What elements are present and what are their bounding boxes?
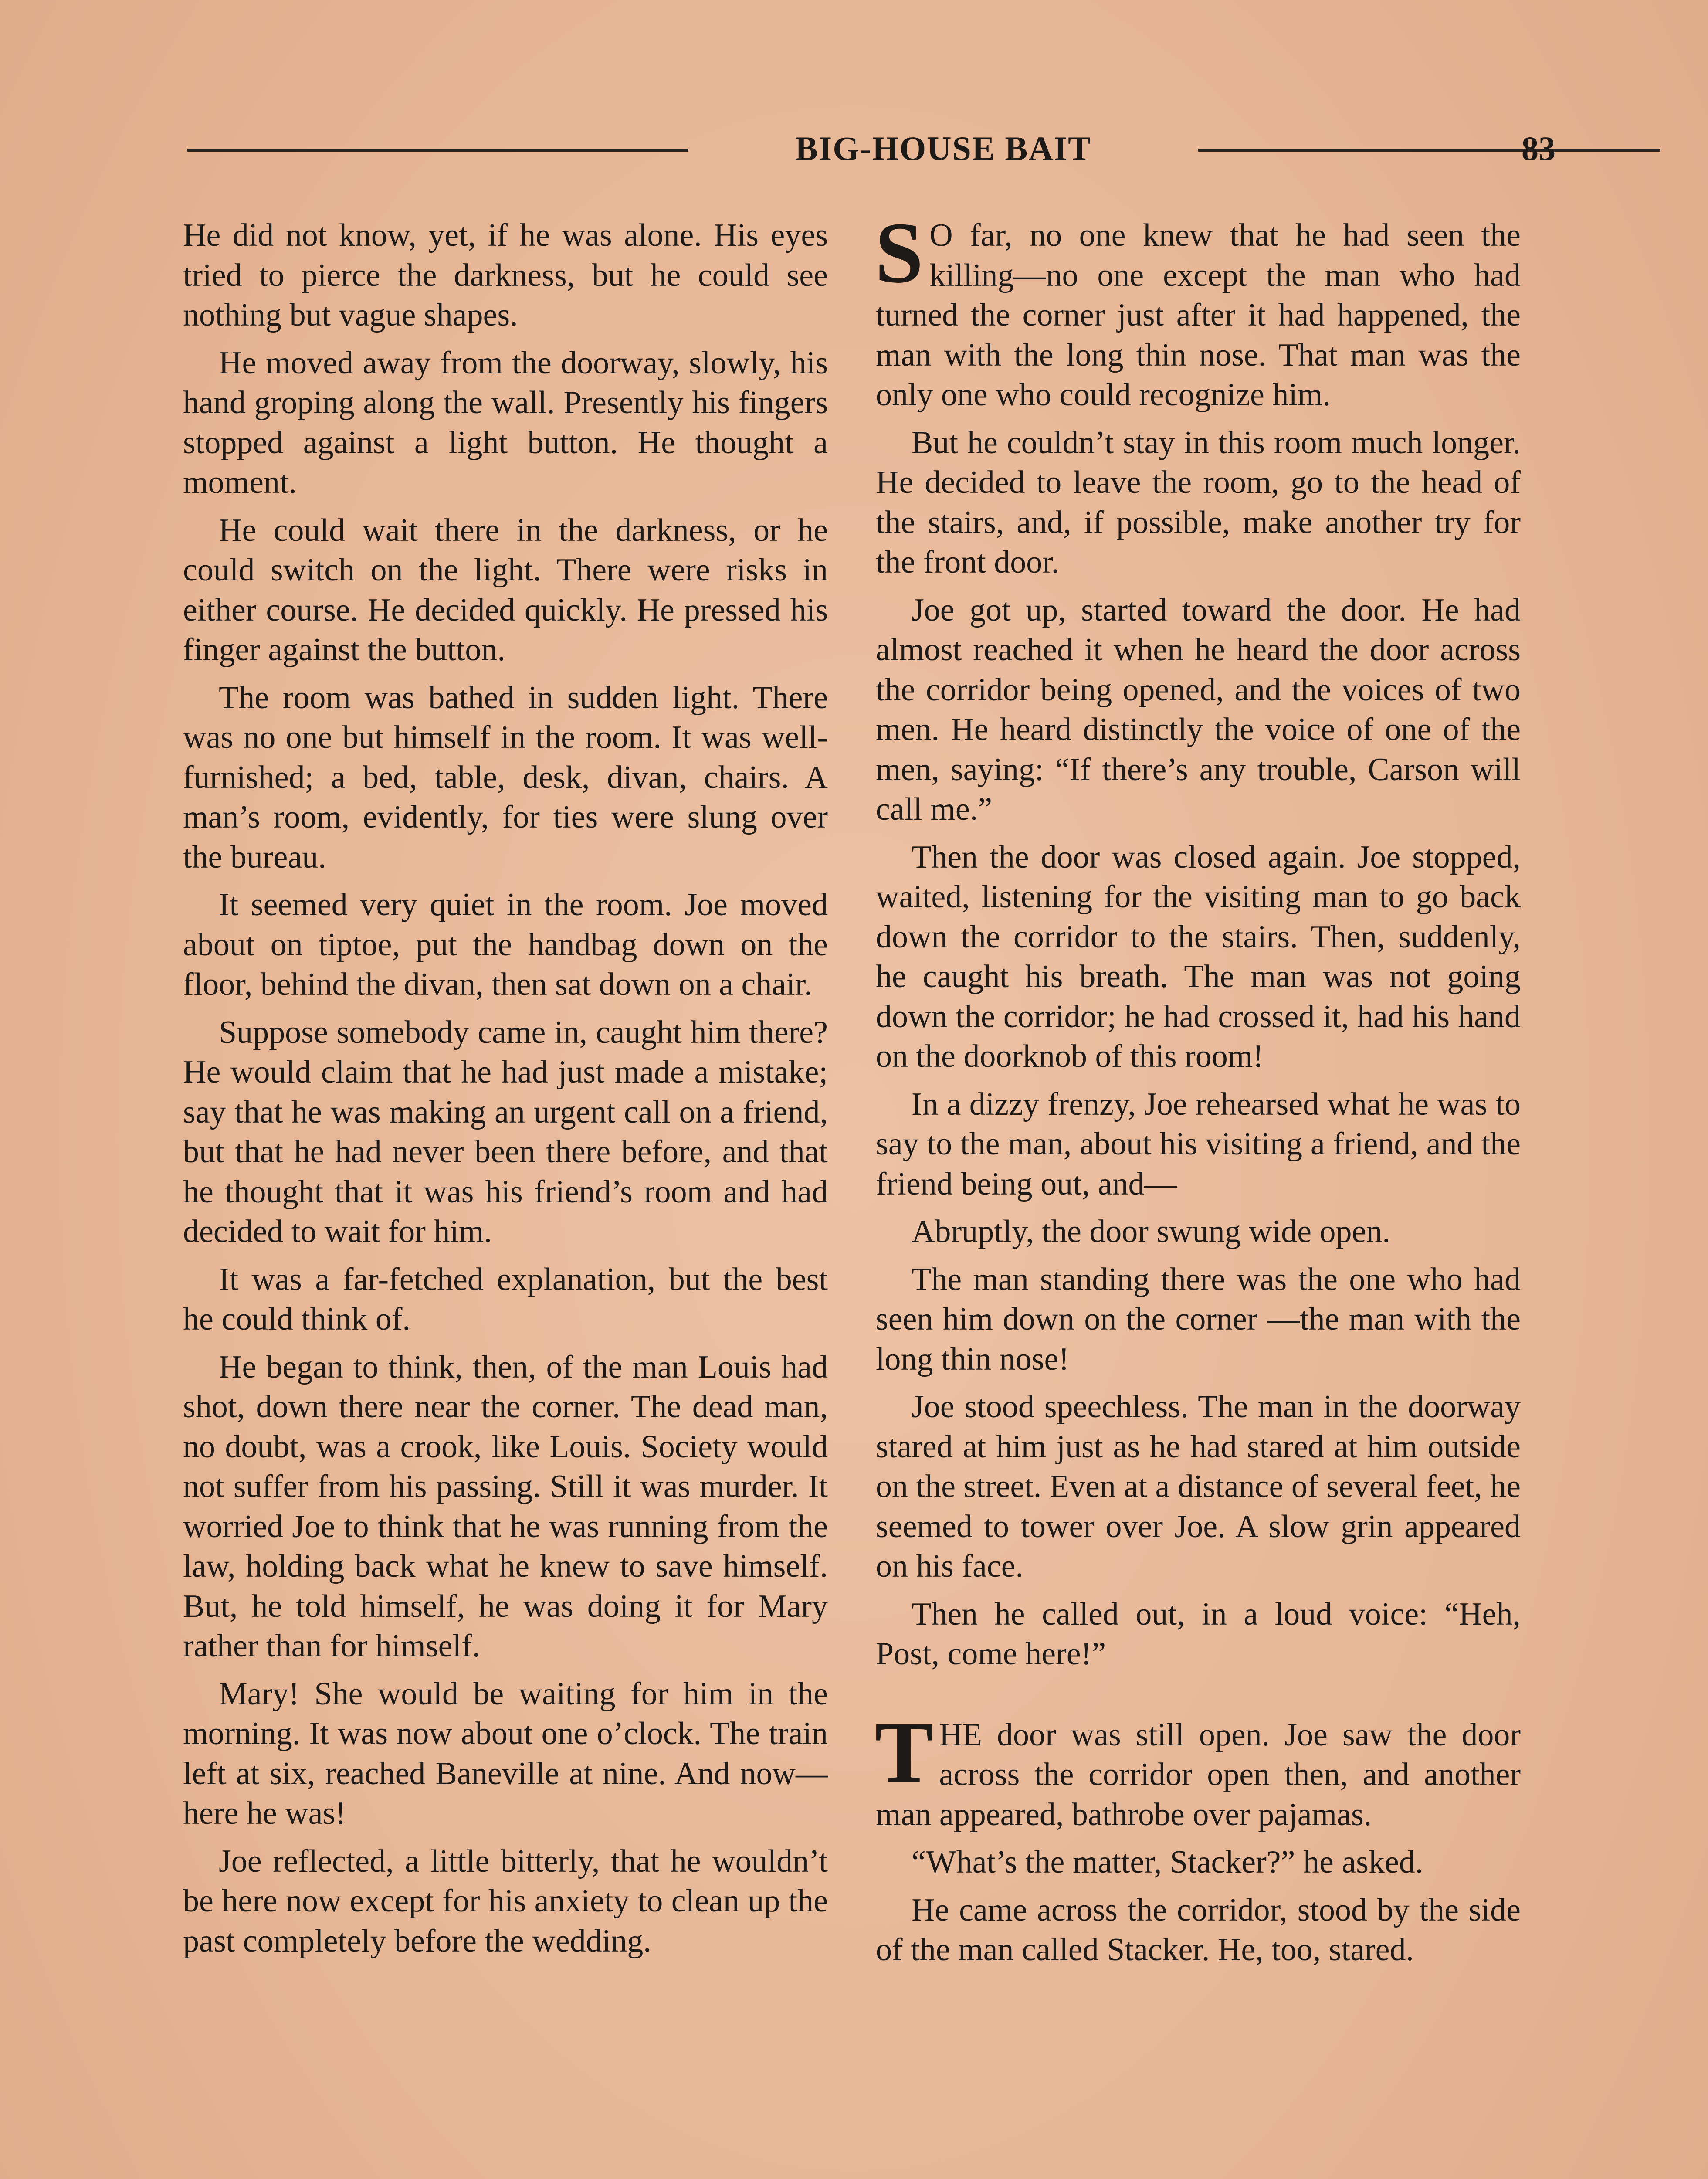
running-head — [187, 129, 1556, 168]
paragraph: In a dizzy frenzy, Joe rehearsed what he was to say to the man, about his visiting a friend, and the friend being out, and— — [876, 1086, 1521, 1202]
paragraph-text: O far, no one knew that he had seen the killing—no one except the man who had turned the corner just after it had happened, the man with the long thin nose. That man was the only one who could recognize him. — [876, 217, 1521, 413]
section-opening-paragraph — [875, 205, 1521, 415]
paragraph: It seemed very quiet in the room. Joe moved about on tiptoe, put the handbag down on the floor, behind the divan, then sat down on a chair. — [183, 887, 828, 1002]
drop-cap: S — [875, 205, 924, 301]
paragraph: The room was bathed in sudden light. There was no one but himself in the room. It was well-furnished; a bed, table, desk, divan, chairs. A man’s room, evidently, for ties were slung over the bureau. — [183, 679, 828, 875]
paragraph: He came across the corridor, stood by the side of the man called Stacker. He, too, stared. — [876, 1892, 1521, 1968]
paragraph: The man standing there was the one who had seen him down on the corner —the man with the long thin nose! — [876, 1261, 1521, 1377]
paragraph: Joe stood speechless. The man in the doorway stared at him just as he had stared at him outside on the street. Even at a distance of several feet, he seemed to tower over Joe. A slow grin appeared on his face. — [876, 1389, 1521, 1584]
section-break — [876, 1682, 1521, 1715]
paragraph: Then the door was closed again. Joe stopped, waited, listening for the visiting man to go back down the corridor to the stairs. Then, suddenly, he caught his breath. The man was not going down the corridor; he had crossed it, had his hand on the doorknob of this room! — [876, 839, 1521, 1074]
paragraph: But he couldn’t stay in this room much longer. He decided to leave the room, go to the head of the stairs, and, if possible, make another try for the front door. — [876, 424, 1521, 580]
paragraph: Abruptly, the door swung wide open. — [912, 1214, 1390, 1249]
paragraph-text: HE door was still open. Joe saw the door across the corridor open then, and another man appeared, bathrobe over pajamas. — [876, 1717, 1521, 1833]
paragraph: He could wait there in the darkness, or he could switch on the light. There were risks in either course. He decided quickly. He pressed his finger against the button. — [183, 512, 828, 668]
section-opening-paragraph — [875, 1704, 1521, 1835]
paragraph: Mary! She would be waiting for him in the morning. It was now about one o’clock. The train left at six, reached Baneville at nine. And now—here he was! — [183, 1676, 828, 1831]
paragraph: Joe got up, started toward the door. He had almost reached it when he heard the door across the corridor being opened, and the voices of two men. He heard distinctly the voice of one of the men, saying: “If there’s any trouble, Carson will call me.” — [876, 592, 1521, 827]
right-column — [875, 205, 1521, 1978]
running-title: BIG-HOUSE BAIT — [795, 129, 1092, 167]
paragraph: It was a far-fetched explanation, but the best he could think of. — [183, 1261, 828, 1337]
header-rule-right — [1198, 149, 1660, 152]
drop-cap: T — [875, 1704, 933, 1801]
paragraph: “What’s the matter, Stacker?” he asked. — [912, 1844, 1423, 1880]
paragraph: Joe reflected, a little bitterly, that he wouldn’t be here now except for his anxiety to clean up the past completely before the wedding. — [183, 1843, 828, 1959]
page-number: 83 — [1522, 129, 1556, 167]
paragraph: Suppose somebody came in, caught him there? He would claim that he had just made a mistake; say that he was making an urgent call on a friend, but that he had never been there before, and that he thought that it was his friend’s room and had decided to wait for him. — [183, 1014, 828, 1249]
paragraph: Then he called out, in a loud voice: “Heh, Post, come here!” — [876, 1596, 1521, 1672]
paragraph: He moved away from the doorway, slowly, his hand groping along the wall. Presently his fingers stopped against a light button. He thought a moment. — [183, 345, 828, 500]
header-rule-left — [187, 149, 688, 152]
paragraph: He did not know, yet, if he was alone. His eyes tried to pierce the darkness, but he could see nothing but vague shapes. — [183, 217, 828, 333]
paragraph: He began to think, then, of the man Louis had shot, down there near the corner. The dead man, no doubt, was a crook, like Louis. Society would not suffer from his passing. Still it was murder. It worried Joe to think that he was running from the law, holding back what he knew to save himself. But, he told himself, he was doing it for Mary rather than for himself. — [183, 1349, 828, 1664]
left-column — [183, 216, 828, 1969]
